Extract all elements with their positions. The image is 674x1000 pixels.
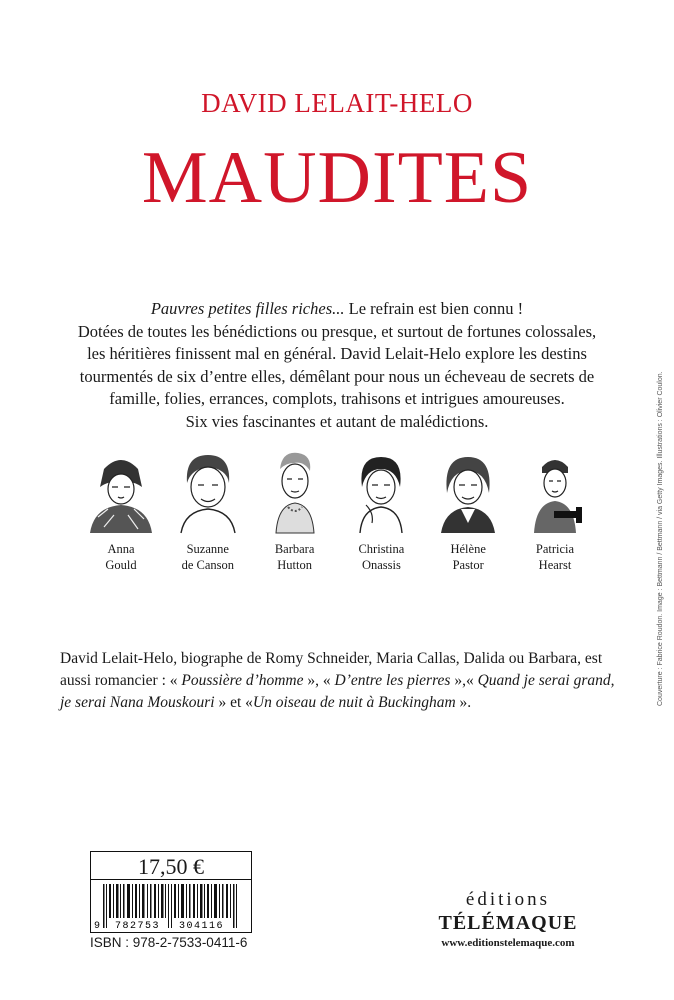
blurb-line-5: famille, folies, errances, complots, trahisons et intrigues amoureuses.: [109, 389, 565, 408]
portrait-name: [78, 541, 164, 573]
bio-text: David Lelait-Helo, biographe de Romy Schneider, Maria Callas, Dalida ou Barbara, est aussi romancier : «: [60, 650, 603, 689]
price-label: 17,50 €: [90, 851, 252, 880]
book-title-ref: D’entre les pierres: [334, 672, 451, 689]
bio-text: », «: [303, 672, 335, 689]
book-title-ref: Quand je serai grand, je serai Nana Mouskouri: [60, 672, 615, 711]
image-credits: Couverture : Fabrice Roudon. Image : Bettmann / Bettmann / via Getty Images. Illustrations : Olivier Coulon.: [657, 371, 664, 706]
bio-text: »,«: [450, 672, 478, 689]
portrait-card: [512, 447, 598, 573]
blurb-line-2: Dotées de toutes les bénédictions ou presque, et surtout de fortunes colossales,: [77, 321, 597, 341]
first-name: Barbara: [274, 542, 315, 556]
helene-pastor-portrait-icon: [431, 447, 505, 535]
portrait-card: [165, 447, 251, 573]
portrait-name: [512, 541, 598, 573]
barcode-first-digit: 9: [94, 921, 101, 932]
author-bio: [60, 648, 620, 714]
blurb-line-1: [60, 298, 614, 321]
author-name: DAVID LELAIT-HELO: [201, 88, 473, 118]
christina-onassis-portrait-icon: [344, 447, 418, 535]
last-name: de Canson: [181, 558, 235, 572]
blurb-line-3: les héritières finissent mal en général. David Lelait-Helo explore les destins: [87, 344, 587, 363]
publisher-website: www.editionstelemaque.com: [441, 937, 575, 949]
blurb-line-1-rest: Le refrain est bien connu !: [344, 299, 524, 318]
portrait-card: [78, 447, 164, 573]
portrait-name: [425, 541, 511, 573]
first-name: Hélène: [450, 542, 486, 556]
portrait-name: [338, 541, 424, 573]
isbn-label: ISBN : 978-2-7533-0411-6: [90, 935, 248, 950]
blurb-line-6: Six vies fascinantes et autant de malédictions.: [185, 411, 489, 431]
portrait-name: [165, 541, 251, 573]
patricia-hearst-portrait-icon: [518, 447, 592, 535]
portrait-card: [338, 447, 424, 573]
last-name: Onassis: [361, 558, 401, 572]
book-title: MAUDITES: [141, 137, 533, 219]
bio-text: ».: [455, 694, 472, 711]
anna-gould-portrait-icon: [84, 447, 158, 535]
blurb-line-4: tourmentés de six d’entre elles, démêlant pour nous un écheveau de secrets de: [79, 366, 595, 386]
portrait-card: [252, 447, 338, 573]
last-name: Gould: [105, 558, 137, 572]
last-name: Pastor: [452, 558, 484, 572]
barcode-group-1: 782753: [115, 921, 161, 932]
portrait-card: [425, 447, 511, 573]
portrait-name: [252, 541, 338, 573]
portrait-row: [78, 447, 598, 573]
barcode: [90, 879, 252, 933]
first-name: Patricia: [535, 542, 575, 556]
blurb-italic-phrase: Pauvres petites filles riches...: [150, 299, 345, 318]
last-name: Hutton: [277, 558, 312, 572]
barbara-hutton-portrait-icon: [258, 447, 332, 535]
book-title-ref: Un oiseau de nuit à Buckingham: [252, 694, 456, 711]
first-name: Anna: [107, 542, 135, 556]
publisher-name: TÉLÉMAQUE: [438, 912, 578, 934]
book-title-ref: Poussière d’homme: [181, 672, 304, 689]
bio-text: » et «: [214, 694, 253, 711]
first-name: Suzanne: [186, 542, 229, 556]
barcode-icon: [91, 880, 251, 932]
barcode-group-2: 304116: [179, 921, 225, 932]
first-name: Christina: [358, 542, 405, 556]
last-name: Hearst: [538, 558, 572, 572]
blurb: [60, 298, 614, 433]
suzanne-de-canson-portrait-icon: [171, 447, 245, 535]
publisher-line-1: éditions: [465, 889, 551, 910]
